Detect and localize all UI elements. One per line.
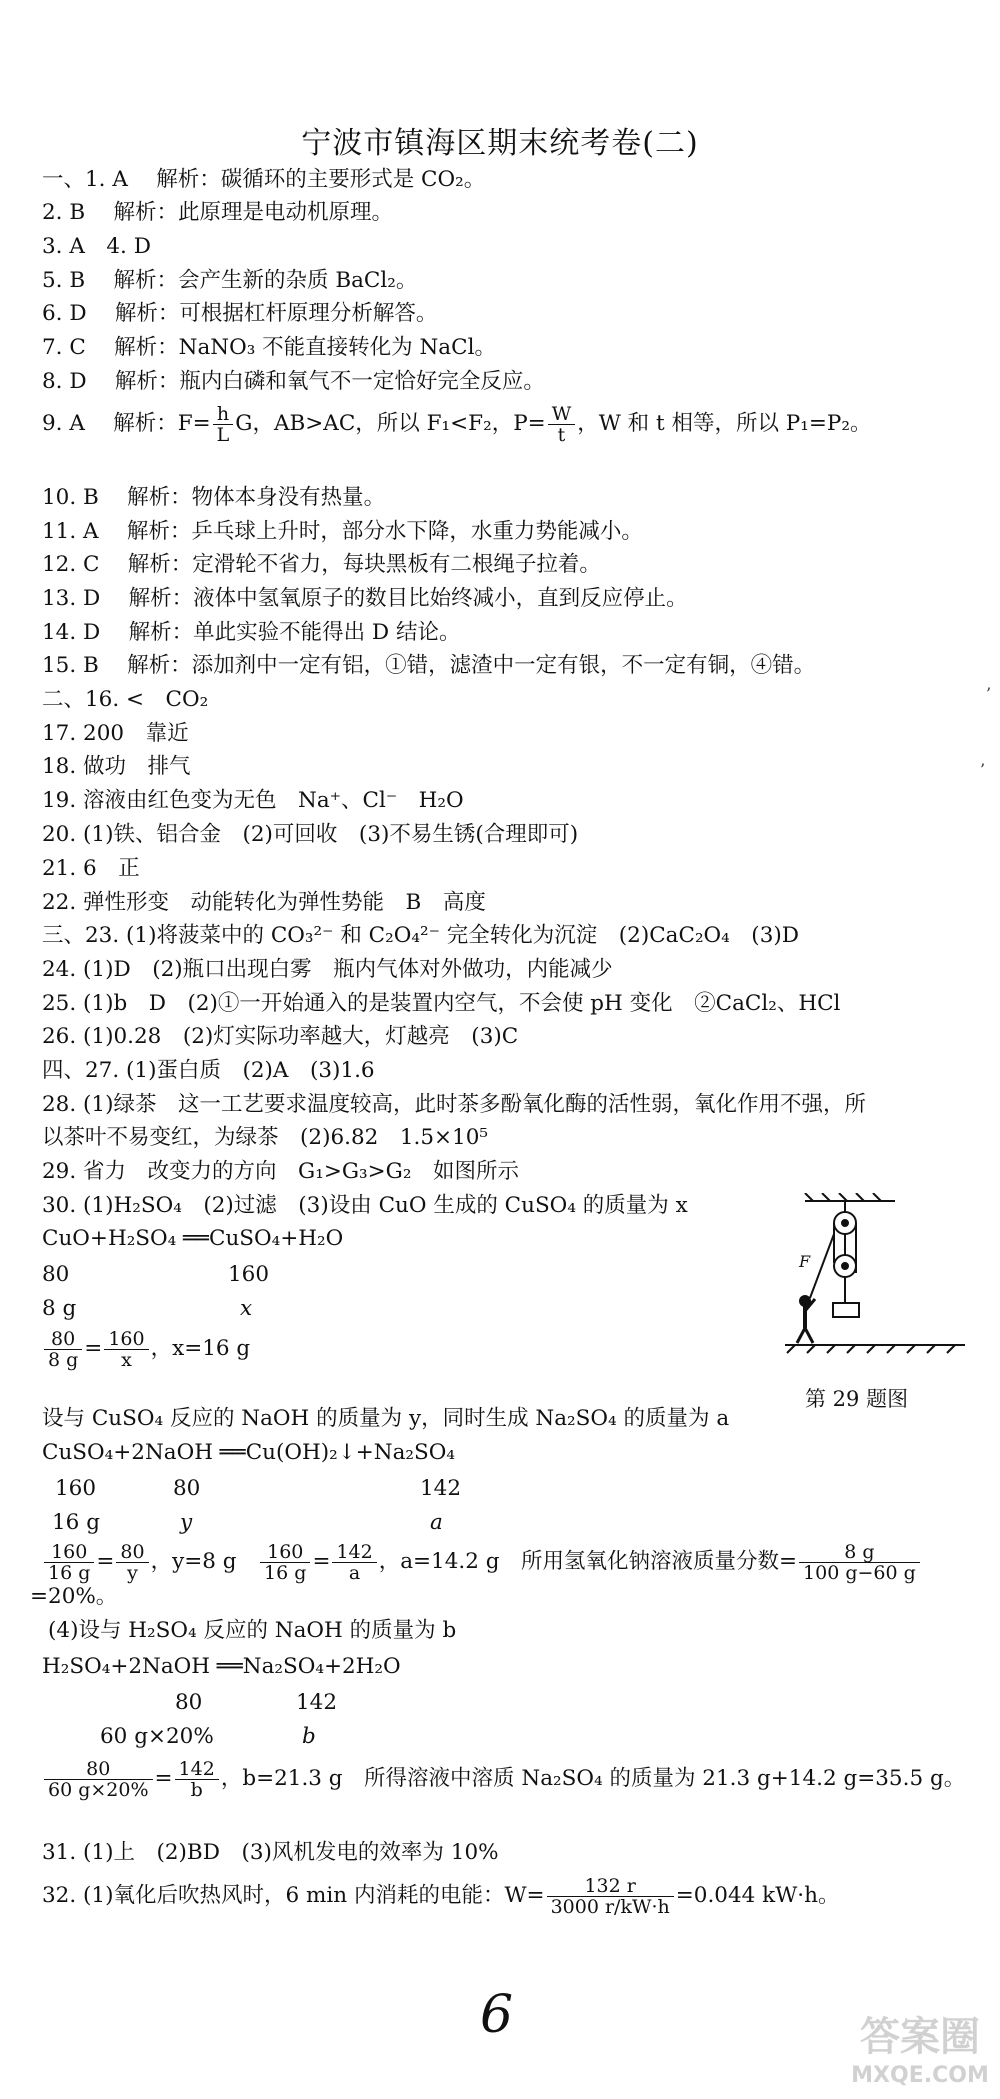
denominator: L: [216, 423, 230, 446]
q9-prefix: 9. A 解析：F=: [42, 411, 211, 436]
fraction: [213, 404, 234, 445]
calc3-row2-a: 60 g×20%: [100, 1724, 214, 1749]
numerator: W: [548, 404, 576, 425]
answer-line: 15. B 解析：添加剂中一定有铝，①错，滤渣中一定有银，不一定有铜，④错。: [42, 653, 816, 678]
denominator: b: [190, 1778, 203, 1801]
answer-line: 17. 200 靠近: [42, 721, 189, 746]
calc2-row1-a: 160: [55, 1476, 97, 1501]
answer-line: 25. (1)b D (2)①一开始通入的是装置内空气，不会使 pH 变化 ②CaCl₂、HCl: [42, 991, 841, 1016]
fraction: [799, 1542, 920, 1583]
answer-line: 设与 CuSO₄ 反应的 NaOH 的质量为 y，同时生成 Na₂SO₄ 的质量为 a: [42, 1406, 730, 1431]
answer-line: 13. D 解析：液体中氢氧原子的数目比始终减小，直到反应停止。: [42, 586, 688, 611]
answer-line: =20%。: [30, 1584, 118, 1609]
answer-line: 11. A 解析：乒乓球上升时，部分水下降，水重力势能减小。: [42, 519, 643, 544]
q32-prefix: 32. (1)氧化后吹热风时，6 min 内消耗的电能：W=: [42, 1883, 545, 1908]
calc3-result: ，b=21.3 g 所得溶液中溶质 Na₂SO₄ 的质量为 21.3 g+14.2 g=35.5 g。: [220, 1766, 966, 1791]
calc2-result-y: ，y=8 g: [150, 1549, 237, 1574]
answer-line: 一、1. A 解析：碳循环的主要形式是 CO₂。: [42, 167, 486, 192]
calc1-row1-b: 160: [228, 1262, 270, 1287]
fraction: [44, 1759, 153, 1800]
watermark-url: MXQE.COM: [851, 2063, 989, 2088]
numerator: 8 g: [799, 1542, 920, 1563]
denominator: x: [121, 1348, 132, 1371]
pulley-figure: [785, 1193, 965, 1373]
fraction: [104, 1329, 148, 1370]
denominator: 16 g: [264, 1561, 307, 1584]
fraction: [260, 1542, 310, 1583]
answer-line: 21. 6 正: [42, 856, 140, 881]
answer-line: 7. C 解析：NaNO₃ 不能直接转化为 NaCl。: [42, 335, 496, 360]
equation-line: CuSO₄+2NaOH ══Cu(OH)₂↓+Na₂SO₄: [42, 1440, 456, 1465]
numerator: 80: [116, 1542, 148, 1563]
page-title: 宁波市镇海区期末统考卷(二): [301, 126, 699, 161]
figure-caption: 第 29 题图: [805, 1387, 909, 1411]
calc2-row2-b: y: [180, 1510, 193, 1535]
calc3-row2-b: b: [302, 1724, 316, 1749]
numerator: 160: [44, 1542, 94, 1563]
answer-line: 以茶叶不易变红，为绿茶 (2)6.82 1.5×10⁵: [42, 1125, 489, 1150]
answer-line: 19. 溶液由红色变为无色 Na⁺、Cl⁻ H₂O: [42, 788, 464, 813]
calc2-row1-c: 142: [420, 1476, 462, 1501]
answer-line-q32: [42, 1872, 839, 1920]
answer-line: (4)设与 H₂SO₄ 反应的 NaOH 的质量为 b: [48, 1618, 457, 1643]
fraction: [44, 1329, 82, 1370]
numerator: 80: [44, 1759, 153, 1780]
calc2-ratio-line: $\frac{160}{16 g}$ = $\frac{80}{y}$ ，y=8 g $\frac{160}{16 g}$ = $\frac{142}{a}$ ，a=14.2 g 所用氢氧化钠溶液质量分数= $\frac{8 g}{100 g-60 g}$: [42, 1538, 922, 1586]
answer-line: 22. 弹性形变 动能转化为弹性势能 B 高度: [42, 890, 486, 915]
denominator: t: [557, 423, 566, 446]
answer-line: 四、27. (1)蛋白质 (2)A (3)1.6: [42, 1058, 375, 1083]
denominator: 3000 r/kW·h: [550, 1895, 670, 1918]
watermark-text: 答案圈: [860, 2014, 980, 2060]
denominator: 8 g: [48, 1348, 79, 1371]
fraction: [332, 1542, 376, 1583]
answer-line: 30. (1)H₂SO₄ (2)过滤 (3)设由 CuO 生成的 CuSO₄ 的质量为 x: [42, 1193, 688, 1218]
answer-line: 18. 做功 排气: [42, 754, 191, 779]
calc2-row2-c: a: [430, 1510, 443, 1535]
fraction: [548, 404, 576, 445]
force-label: F: [799, 1252, 811, 1271]
calc3-ratio-line: $\frac{80}{60 g\times 20\%}$ = $\frac{142}{b}$ ，b=21.3 g 所得溶液中溶质 Na₂SO₄ 的质量为 21.3 g+14.2 g=35.5 g。: [42, 1755, 965, 1803]
numerator: 160: [260, 1542, 310, 1563]
fraction: [175, 1759, 219, 1800]
answer-line: 10. B 解析：物体本身没有热量。: [42, 485, 386, 510]
answer-line: 29. 省力 改变力的方向 G₁>G₃>G₂ 如图所示: [42, 1159, 519, 1184]
answer-line: 5. B 解析：会产生新的杂质 BaCl₂。: [42, 268, 418, 293]
denominator: 60 g×20%: [48, 1778, 149, 1801]
answer-line: 二、16. < CO₂: [42, 687, 209, 712]
numerator: 142: [175, 1759, 219, 1780]
answer-line: 26. (1)0.28 (2)灯实际功率越大，灯越亮 (3)C: [42, 1024, 519, 1049]
calc1-row1-a: 80: [42, 1262, 70, 1287]
q9-mid: G，AB>AC，所以 F₁<F₂，P=: [235, 411, 546, 436]
calc1-ratio-line: $\frac{80}{8 g}$ = $\frac{160}{x}$ ，x=16 g: [42, 1325, 250, 1373]
answer-line: 24. (1)D (2)瓶口出现白雾 瓶内气体对外做功，内能减少: [42, 957, 613, 982]
answer-line: 28. (1)绿茶 这一工艺要求温度较高，此时茶多酚氧化酶的活性弱，氧化作用不强，所: [42, 1092, 866, 1117]
numerator: h: [213, 404, 234, 425]
denominator: y: [127, 1561, 138, 1584]
numerator: 160: [104, 1329, 148, 1350]
calc3-row1-b: 142: [296, 1690, 338, 1715]
calc2-row1-b: 80: [173, 1476, 201, 1501]
equation-line: H₂SO₄+2NaOH ══Na₂SO₄+2H₂O: [42, 1654, 401, 1679]
load-block: [833, 1303, 859, 1317]
denominator: 100 g−60 g: [803, 1561, 916, 1584]
calc1-row2-a: 8 g: [42, 1296, 77, 1321]
answer-line: 20. (1)铁、铝合金 (2)可回收 (3)不易生锈(合理即可): [42, 822, 579, 847]
calc3-row1-a: 80: [175, 1690, 203, 1715]
numerator: 132 r: [547, 1876, 674, 1897]
fraction: [44, 1542, 94, 1583]
equation-line: CuO+H₂SO₄ ══CuSO₄+H₂O: [42, 1226, 344, 1251]
answer-line: 3. A 4. D: [42, 234, 151, 259]
numerator: 80: [44, 1329, 82, 1350]
numerator: 142: [332, 1542, 376, 1563]
calc2-result-a: ，a=14.2 g 所用氢氧化钠溶液质量分数=: [378, 1549, 798, 1574]
page-number: 6: [480, 1985, 514, 2045]
fraction: [116, 1542, 148, 1583]
calc2-row2-a: 16 g: [52, 1510, 100, 1535]
calc1-row2-b: x: [240, 1296, 253, 1321]
answer-line: 2. B 解析：此原理是电动机原理。: [42, 200, 393, 225]
answer-line: 8. D 解析：瓶内白磷和氧气不一定恰好完全反应。: [42, 369, 545, 394]
calc1-result: ，x=16 g: [150, 1336, 251, 1361]
answer-line-q9: [42, 400, 871, 448]
answer-line: 31. (1)上 (2)BD (3)风机发电的效率为 10%: [42, 1840, 499, 1865]
denominator: a: [348, 1561, 361, 1584]
answer-line: 三、23. (1)将菠菜中的 CO₃²⁻ 和 C₂O₄²⁻ 完全转化为沉淀 (2)CaC₂O₄ (3)D: [42, 923, 799, 948]
edge-mark: ’: [986, 684, 992, 703]
fraction: [547, 1876, 674, 1917]
denominator: 16 g: [48, 1561, 91, 1584]
answer-line: 12. C 解析：定滑轮不省力，每块黑板有二根绳子拉着。: [42, 552, 601, 577]
answer-line: 14. D 解析：单此实验不能得出 D 结论。: [42, 620, 461, 645]
answer-line: 6. D 解析：可根据杠杆原理分析解答。: [42, 301, 438, 326]
q9-suffix: ，W 和 t 相等，所以 P₁=P₂。: [577, 411, 872, 436]
watermark-logo: [845, 1990, 995, 2094]
edge-mark: ’: [980, 760, 986, 779]
q32-suffix: =0.044 kW·h。: [675, 1883, 840, 1908]
